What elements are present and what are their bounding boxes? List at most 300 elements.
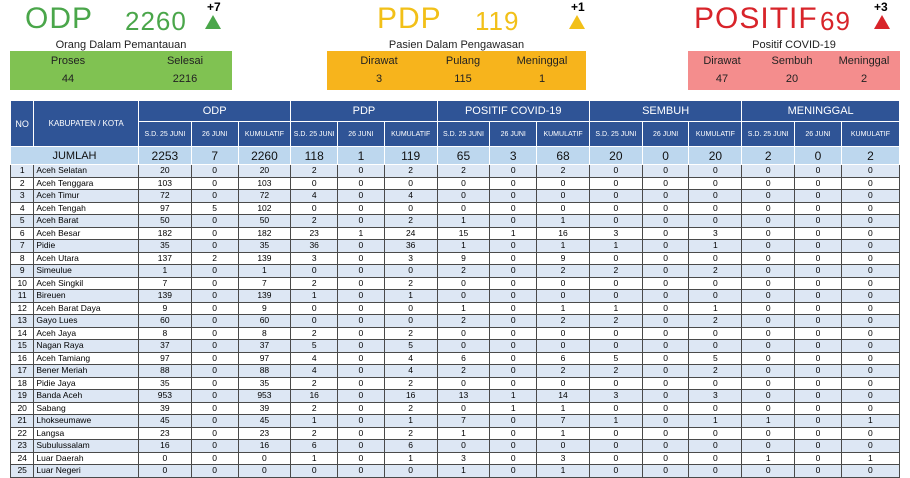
table-cell: 0	[642, 340, 689, 353]
table-cell: 0	[338, 365, 385, 378]
table-cell: 36	[291, 240, 338, 253]
table-cell: 0	[742, 165, 795, 178]
subheader-4-2: KUMULATIF	[841, 122, 899, 147]
table-cell: 0	[191, 440, 238, 453]
table-cell: 0	[642, 402, 689, 415]
table-cell: 0	[437, 327, 490, 340]
table-cell: 0	[841, 265, 899, 278]
table-row	[11, 452, 900, 465]
table-cell: 37	[238, 340, 291, 353]
table-cell: 0	[338, 265, 385, 278]
table-cell: 1	[384, 415, 437, 428]
positif-meninggal-value: 2	[860, 73, 868, 85]
table-cell: 0	[338, 165, 385, 178]
table-cell: 0	[689, 215, 742, 228]
table-cell: 139	[238, 252, 291, 265]
total-cell: 2253	[138, 147, 191, 165]
table-cell: 0	[437, 202, 490, 215]
kabupaten-name: Aceh Barat	[34, 215, 139, 228]
table-cell: 0	[795, 390, 842, 403]
table-cell: 0	[437, 190, 490, 203]
table-cell: 2	[384, 215, 437, 228]
table-cell: 0	[642, 365, 689, 378]
row-number: 7	[11, 240, 34, 253]
table-cell: 2	[437, 315, 490, 328]
table-cell: 0	[537, 202, 590, 215]
table-cell: 50	[238, 215, 291, 228]
table-cell: 2	[689, 265, 742, 278]
total-cell: 119	[384, 147, 437, 165]
table-cell: 0	[338, 240, 385, 253]
table-cell: 0	[490, 340, 537, 353]
total-cell: 7	[191, 147, 238, 165]
table-cell: 2	[291, 402, 338, 415]
table-cell: 1	[537, 215, 590, 228]
table-cell: 2	[689, 315, 742, 328]
table-cell: 0	[841, 327, 899, 340]
total-cell: 118	[291, 147, 338, 165]
table-cell: 0	[841, 365, 899, 378]
table-row	[11, 202, 900, 215]
table-cell: 0	[490, 190, 537, 203]
table-cell: 0	[490, 327, 537, 340]
table-cell: 5	[689, 352, 742, 365]
table-cell: 0	[191, 327, 238, 340]
positif-dirawat-value: 47	[715, 73, 729, 85]
group-header-pdp: PDP	[291, 101, 437, 122]
subheader-1-2: KUMULATIF	[384, 122, 437, 147]
positif-delta: +3	[874, 0, 888, 14]
table-cell: 0	[795, 365, 842, 378]
table-cell: 16	[138, 440, 191, 453]
table-cell: 0	[642, 252, 689, 265]
table-cell: 5	[589, 352, 642, 365]
table-cell: 1	[490, 390, 537, 403]
table-cell: 0	[795, 327, 842, 340]
table-cell: 2	[291, 215, 338, 228]
subheader-2-1: 26 JUNI	[490, 122, 537, 147]
table-cell: 0	[642, 327, 689, 340]
table-cell: 2	[537, 165, 590, 178]
table-cell: 0	[589, 252, 642, 265]
table-cell: 0	[642, 177, 689, 190]
pdp-total: 119	[475, 6, 520, 36]
table-cell: 0	[742, 265, 795, 278]
table-cell: 0	[338, 315, 385, 328]
table-cell: 9	[437, 252, 490, 265]
table-cell: 2	[689, 365, 742, 378]
table-cell: 0	[742, 215, 795, 228]
subheader-1-0: S.D. 25 JUNI	[291, 122, 338, 147]
table-cell: 0	[841, 427, 899, 440]
table-cell: 0	[841, 227, 899, 240]
table-cell: 102	[238, 202, 291, 215]
table-cell: 0	[437, 277, 490, 290]
table-cell: 1	[238, 265, 291, 278]
table-cell: 0	[191, 402, 238, 415]
table-cell: 0	[490, 177, 537, 190]
table-cell: 0	[742, 240, 795, 253]
table-cell: 0	[191, 290, 238, 303]
table-row	[11, 277, 900, 290]
table-cell: 0	[742, 202, 795, 215]
table-cell: 4	[291, 190, 338, 203]
kabupaten-name: Subulussalam	[34, 440, 139, 453]
table-cell: 35	[238, 377, 291, 390]
table-cell: 0	[742, 252, 795, 265]
table-cell: 0	[191, 215, 238, 228]
table-cell: 9	[537, 252, 590, 265]
table-cell: 0	[841, 277, 899, 290]
table-cell: 0	[490, 377, 537, 390]
table-cell: 953	[138, 390, 191, 403]
kabupaten-name: Sabang	[34, 402, 139, 415]
table-cell: 39	[238, 402, 291, 415]
kabupaten-table	[10, 100, 900, 478]
table-cell: 0	[138, 452, 191, 465]
kabupaten-name: Aceh Tenggara	[34, 177, 139, 190]
table-cell: 0	[689, 290, 742, 303]
table-cell: 0	[742, 340, 795, 353]
col-no-header: NO	[11, 101, 34, 147]
row-number: 9	[11, 265, 34, 278]
table-cell: 1	[384, 290, 437, 303]
table-cell: 16	[384, 390, 437, 403]
table-cell: 35	[138, 240, 191, 253]
table-cell: 1	[338, 227, 385, 240]
table-row	[11, 177, 900, 190]
subheader-4-0: S.D. 25 JUNI	[742, 122, 795, 147]
table-cell: 0	[795, 215, 842, 228]
table-cell: 0	[338, 177, 385, 190]
table-cell: 2	[437, 365, 490, 378]
table-cell: 103	[138, 177, 191, 190]
table-cell: 0	[589, 165, 642, 178]
table-cell: 0	[589, 327, 642, 340]
table-cell: 1	[537, 402, 590, 415]
total-cell: 20	[589, 147, 642, 165]
table-cell: 0	[191, 427, 238, 440]
table-cell: 1	[742, 415, 795, 428]
table-cell: 2	[291, 277, 338, 290]
table-cell: 0	[437, 290, 490, 303]
table-cell: 1	[689, 302, 742, 315]
table-cell: 0	[589, 427, 642, 440]
table-cell: 0	[642, 427, 689, 440]
row-number: 2	[11, 177, 34, 190]
table-cell: 0	[191, 165, 238, 178]
table-cell: 0	[291, 302, 338, 315]
row-number: 8	[11, 252, 34, 265]
table-cell: 139	[138, 290, 191, 303]
row-number: 3	[11, 190, 34, 203]
table-cell: 0	[841, 240, 899, 253]
table-cell: 0	[795, 440, 842, 453]
odp-breakdown	[10, 51, 232, 90]
table-cell: 0	[191, 315, 238, 328]
table-cell: 50	[138, 215, 191, 228]
table-cell: 0	[795, 415, 842, 428]
table-cell: 0	[589, 377, 642, 390]
table-cell: 0	[490, 427, 537, 440]
group-header-positif: POSITIF COVID-19	[437, 101, 589, 122]
table-cell: 0	[291, 315, 338, 328]
table-cell: 0	[841, 390, 899, 403]
table-cell: 0	[537, 290, 590, 303]
positif-total: 69	[820, 6, 851, 36]
table-cell: 0	[537, 440, 590, 453]
table-row	[11, 190, 900, 203]
table-cell: 0	[795, 352, 842, 365]
table-cell: 0	[338, 215, 385, 228]
table-cell: 35	[138, 377, 191, 390]
table-cell: 1	[537, 427, 590, 440]
table-cell: 0	[795, 240, 842, 253]
table-cell: 2	[589, 365, 642, 378]
table-cell: 1	[589, 415, 642, 428]
table-cell: 2	[437, 265, 490, 278]
table-cell: 0	[589, 277, 642, 290]
table-cell: 2	[291, 327, 338, 340]
table-row	[11, 340, 900, 353]
table-cell: 0	[338, 277, 385, 290]
table-cell: 0	[841, 202, 899, 215]
total-cell: 2	[841, 147, 899, 165]
table-cell: 2	[537, 265, 590, 278]
table-cell: 0	[742, 440, 795, 453]
table-row	[11, 365, 900, 378]
subheader-2-2: KUMULATIF	[537, 122, 590, 147]
table-cell: 0	[589, 340, 642, 353]
table-cell: 0	[338, 252, 385, 265]
table-cell: 2	[384, 377, 437, 390]
kabupaten-name: Aceh Utara	[34, 252, 139, 265]
table-cell: 0	[191, 352, 238, 365]
table-cell: 0	[490, 452, 537, 465]
table-cell: 0	[795, 402, 842, 415]
table-cell: 9	[238, 302, 291, 315]
table-cell: 0	[490, 440, 537, 453]
table-cell: 1	[537, 465, 590, 478]
table-cell: 0	[384, 315, 437, 328]
table-cell: 0	[795, 427, 842, 440]
kabupaten-name: Lhokseumawe	[34, 415, 139, 428]
table-cell: 36	[384, 240, 437, 253]
table-cell: 0	[490, 315, 537, 328]
table-cell: 0	[437, 440, 490, 453]
table-cell: 0	[841, 190, 899, 203]
table-cell: 0	[291, 465, 338, 478]
table-cell: 0	[795, 340, 842, 353]
group-header-odp: ODP	[138, 101, 290, 122]
table-cell: 0	[238, 452, 291, 465]
table-cell: 1	[291, 290, 338, 303]
row-number: 5	[11, 215, 34, 228]
table-cell: 0	[795, 177, 842, 190]
table-cell: 0	[490, 302, 537, 315]
odp-selesai-value: 2216	[172, 73, 198, 85]
table-cell: 0	[841, 440, 899, 453]
table-cell: 0	[191, 340, 238, 353]
table-cell: 0	[338, 352, 385, 365]
table-cell: 0	[689, 177, 742, 190]
table-cell: 1	[537, 302, 590, 315]
table-cell: 0	[384, 265, 437, 278]
table-cell: 45	[238, 415, 291, 428]
table-cell: 0	[338, 440, 385, 453]
positif-sembuh-value: 20	[785, 73, 799, 85]
row-number: 23	[11, 440, 34, 453]
table-cell: 0	[490, 365, 537, 378]
arrow-up-icon	[874, 15, 890, 29]
positif-sembuh-label: Sembuh	[771, 55, 813, 67]
total-cell: 0	[642, 147, 689, 165]
table-cell: 4	[384, 365, 437, 378]
row-number: 12	[11, 302, 34, 315]
table-cell: 0	[795, 377, 842, 390]
table-cell: 1	[437, 302, 490, 315]
pdp-meninggal-label: Meninggal	[516, 55, 568, 67]
table-cell: 0	[338, 302, 385, 315]
kabupaten-name: Aceh Jaya	[34, 327, 139, 340]
table-cell: 0	[689, 340, 742, 353]
table-cell: 35	[238, 240, 291, 253]
table-cell: 0	[689, 277, 742, 290]
table-cell: 16	[291, 390, 338, 403]
table-cell: 3	[689, 227, 742, 240]
table-cell: 0	[642, 352, 689, 365]
row-number: 19	[11, 390, 34, 403]
kabupaten-name: Banda Aceh	[34, 390, 139, 403]
table-cell: 137	[138, 252, 191, 265]
table-cell: 14	[537, 390, 590, 403]
table-cell: 0	[384, 302, 437, 315]
kabupaten-name: Pidie Jaya	[34, 377, 139, 390]
table-cell: 4	[291, 365, 338, 378]
table-cell: 0	[742, 377, 795, 390]
table-cell: 0	[795, 202, 842, 215]
table-cell: 2	[291, 377, 338, 390]
table-cell: 0	[191, 190, 238, 203]
table-cell: 0	[490, 465, 537, 478]
table-cell: 1	[291, 452, 338, 465]
table-cell: 0	[384, 177, 437, 190]
table-cell: 0	[537, 340, 590, 353]
table-cell: 0	[642, 452, 689, 465]
table-cell: 0	[742, 302, 795, 315]
table-cell: 139	[238, 290, 291, 303]
table-cell: 5	[191, 202, 238, 215]
table-cell: 60	[238, 315, 291, 328]
table-cell: 0	[490, 240, 537, 253]
table-cell: 3	[689, 390, 742, 403]
table-cell: 0	[191, 377, 238, 390]
table-cell: 0	[490, 165, 537, 178]
table-cell: 2	[589, 315, 642, 328]
table-cell: 0	[642, 302, 689, 315]
table-cell: 0	[537, 327, 590, 340]
table-row	[11, 302, 900, 315]
table-cell: 0	[742, 390, 795, 403]
table-cell: 6	[437, 352, 490, 365]
table-cell: 0	[338, 377, 385, 390]
table-row	[11, 227, 900, 240]
table-cell: 2	[191, 252, 238, 265]
table-cell: 2	[437, 165, 490, 178]
pdp-pulang-label: Pulang	[445, 55, 481, 67]
table-cell: 0	[742, 352, 795, 365]
table-row	[11, 415, 900, 428]
table-cell: 16	[238, 440, 291, 453]
table-cell: 0	[191, 390, 238, 403]
table-cell: 0	[689, 465, 742, 478]
table-row	[11, 390, 900, 403]
table-row	[11, 377, 900, 390]
table-cell: 0	[589, 215, 642, 228]
table-cell: 0	[795, 315, 842, 328]
table-cell: 0	[841, 302, 899, 315]
subheader-4-1: 26 JUNI	[795, 122, 842, 147]
subheader-2-0: S.D. 25 JUNI	[437, 122, 490, 147]
table-cell: 1	[138, 265, 191, 278]
table-cell: 0	[490, 277, 537, 290]
arrow-up-icon	[205, 15, 221, 29]
table-cell: 0	[338, 202, 385, 215]
odp-proses-value: 44	[61, 73, 75, 85]
kabupaten-name: Luar Negeri	[34, 465, 139, 478]
table-cell: 15	[437, 227, 490, 240]
table-cell: 0	[841, 165, 899, 178]
row-number: 6	[11, 227, 34, 240]
pdp-dirawat-label: Dirawat	[360, 55, 398, 67]
subheader-3-2: KUMULATIF	[689, 122, 742, 147]
table-cell: 2	[384, 402, 437, 415]
table-cell: 0	[795, 452, 842, 465]
table-cell: 3	[437, 452, 490, 465]
table-cell: 1	[490, 227, 537, 240]
positif-subtitle: Positif COVID-19	[752, 39, 836, 51]
table-cell: 0	[742, 227, 795, 240]
subheader-0-2: KUMULATIF	[238, 122, 291, 147]
table-cell: 0	[191, 177, 238, 190]
table-cell: 1	[689, 240, 742, 253]
total-cell: 3	[490, 147, 537, 165]
positif-breakdown	[688, 51, 900, 90]
row-number: 18	[11, 377, 34, 390]
row-number: 13	[11, 315, 34, 328]
table-cell: 4	[384, 352, 437, 365]
table-row	[11, 252, 900, 265]
row-number: 1	[11, 165, 34, 178]
row-number: 20	[11, 402, 34, 415]
table-cell: 1	[437, 215, 490, 228]
pdp-delta: +1	[571, 0, 585, 14]
table-cell: 0	[437, 177, 490, 190]
pdp-dirawat-value: 3	[375, 73, 383, 85]
table-cell: 0	[437, 402, 490, 415]
table-cell: 0	[689, 165, 742, 178]
table-cell: 8	[238, 327, 291, 340]
kabupaten-name: Bener Meriah	[34, 365, 139, 378]
kabupaten-name: Nagan Raya	[34, 340, 139, 353]
table-row	[11, 215, 900, 228]
kabupaten-name: Luar Daerah	[34, 452, 139, 465]
table-cell: 0	[689, 402, 742, 415]
table-cell: 1	[841, 415, 899, 428]
table-cell: 0	[291, 177, 338, 190]
table-cell: 0	[689, 427, 742, 440]
table-cell: 0	[338, 190, 385, 203]
